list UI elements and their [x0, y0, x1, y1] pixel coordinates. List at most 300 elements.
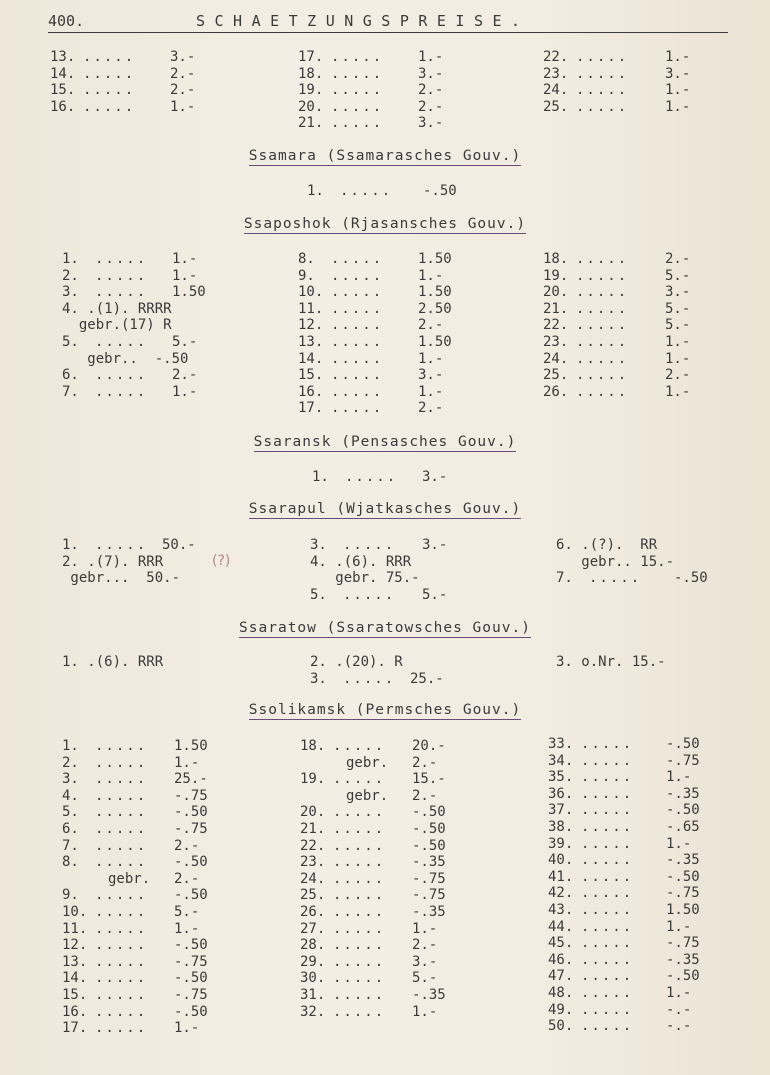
entry-number: 1.	[62, 537, 79, 553]
entry-number: 12.	[62, 937, 88, 954]
entry-number: 27.	[300, 920, 326, 937]
entry-text: gebr. 75.-	[310, 570, 420, 587]
section-title-ssarapul: Ssarapul (Wjatkasches Gouv.)	[248, 501, 522, 517]
entry-price: 5.-	[422, 586, 448, 603]
leader-dots: .....	[333, 820, 386, 837]
leader-dots: .....	[581, 852, 634, 869]
entry-price: 2.-	[412, 787, 438, 804]
entry-number: 26.	[300, 903, 326, 920]
entry-price: 3.-	[665, 284, 691, 301]
entry-price: 3.-	[418, 115, 444, 132]
leader-dots: .....	[581, 901, 634, 918]
page-number: 400.	[48, 12, 85, 30]
leader-dots: .....	[576, 251, 629, 267]
leader-dots: .....	[331, 350, 384, 367]
entry-number: 10.	[298, 284, 324, 301]
entry-text: 3. o.Nr. 15.-	[556, 654, 666, 670]
leader-dots: .....	[95, 903, 148, 920]
entry-price: 1.-	[665, 383, 691, 400]
entry-price: 1.-	[412, 920, 438, 937]
entry-price: 2.50	[418, 300, 452, 317]
entry-text: gebr.. 15.-	[556, 553, 675, 570]
entry-number: 32.	[300, 1003, 326, 1020]
leader-dots: .....	[95, 1020, 148, 1037]
entry-number: 13.	[62, 953, 88, 970]
leader-dots: .....	[333, 986, 386, 1003]
section-title-ssaransk: Ssaransk (Pensasches Gouv.)	[253, 434, 517, 450]
leader-dots: .....	[95, 820, 148, 837]
leader-dots: .....	[331, 367, 384, 384]
entry-number: 19.	[543, 267, 569, 284]
leader-dots: .....	[581, 736, 634, 752]
leader-dots: .....	[333, 837, 386, 854]
entry-price: 1.-	[172, 251, 198, 267]
leader-dots: .....	[331, 333, 384, 350]
entry-number: 20.	[543, 284, 569, 301]
entry-number: 38.	[548, 818, 574, 835]
entry-price: 2.-	[170, 82, 196, 99]
entry-price: 1.-	[170, 98, 196, 115]
leader-dots: .....	[345, 469, 398, 485]
entry-price: 3.-	[422, 469, 448, 485]
entry-price: 2.-	[665, 251, 691, 267]
entry-text: 2. .(7). RRR	[62, 553, 164, 570]
entry-number: 9.	[62, 887, 79, 904]
leader-dots: .....	[581, 818, 634, 835]
entry-price: 1.-	[665, 82, 691, 99]
entry-price: -.35	[412, 854, 446, 871]
entry-number: 5.	[62, 804, 79, 821]
entry-number: 21.	[298, 115, 324, 132]
entry-price: 3.-	[665, 65, 691, 82]
entry-number: 25.	[543, 367, 569, 384]
entry-number: 16.	[62, 1003, 88, 1020]
entry-price: 2.-	[174, 870, 200, 887]
entry-price: 5.-	[665, 300, 691, 317]
entry-price: 15.-	[412, 771, 446, 788]
leader-dots: .....	[331, 284, 384, 301]
entry-price: -.50	[666, 868, 700, 885]
entry-number: 28.	[300, 937, 326, 954]
entry-number: 12.	[298, 317, 324, 334]
entry-number: 3.	[62, 284, 79, 301]
entry-price: 1.-	[665, 350, 691, 367]
leader-dots: .....	[95, 251, 148, 267]
leader-dots: .....	[95, 284, 148, 301]
entry-number: 11.	[62, 920, 88, 937]
leader-dots: .....	[576, 383, 629, 400]
entry-number: 1.	[312, 469, 329, 485]
entry-text: gebr.(17) R	[62, 317, 172, 334]
section-title-ssaposhok: Ssaposhok (Rjasansches Gouv.)	[243, 216, 527, 232]
entry-number: 14.	[50, 65, 76, 82]
entry-number: 15.	[298, 367, 324, 384]
leader-dots: .....	[83, 49, 136, 65]
entry-text: gebr.. -.50	[62, 350, 189, 367]
leader-dots: .....	[95, 1003, 148, 1020]
entry-number: 31.	[300, 986, 326, 1003]
entry-price: 1.-	[665, 98, 691, 115]
entry-price: -.50	[412, 837, 446, 854]
entry-number: 3.	[62, 771, 79, 788]
leader-dots: .....	[333, 854, 386, 871]
leader-dots: .....	[95, 787, 148, 804]
entry-price: 1.50	[174, 738, 208, 754]
entry-number: 49.	[548, 1001, 574, 1018]
entry-price: -.75	[412, 887, 446, 904]
entry-price: 1.-	[174, 920, 200, 937]
entry-number: 47.	[548, 968, 574, 985]
leader-dots: .....	[95, 837, 148, 854]
entry-price: 2.-	[665, 367, 691, 384]
leader-dots: .....	[333, 903, 386, 920]
leader-dots: .....	[576, 98, 629, 115]
leader-dots: .....	[581, 835, 634, 852]
entry-number: 7.	[556, 570, 573, 587]
leader-dots: .....	[333, 920, 386, 937]
entry-price: 2.-	[418, 98, 444, 115]
entry-number: 33.	[548, 736, 574, 752]
entry-number: 48.	[548, 984, 574, 1001]
entry-price: 2.-	[412, 754, 438, 771]
leader-dots: .....	[95, 754, 148, 771]
section-title-ssamara: Ssamara (Ssamarasches Gouv.)	[248, 148, 522, 164]
entry-price: -.50	[174, 937, 208, 954]
entry-number: 24.	[543, 82, 569, 99]
leader-dots: .....	[331, 115, 384, 132]
section-title-ssaratow: Ssaratow (Ssaratowsches Gouv.)	[239, 620, 531, 636]
entry-number: 20.	[298, 98, 324, 115]
leader-dots: .....	[95, 804, 148, 821]
entry-text: 2. .(20). R	[310, 654, 403, 670]
entry-number: 15.	[62, 986, 88, 1003]
leader-dots: .....	[331, 400, 384, 417]
entry-price: -.50	[174, 804, 208, 821]
entry-number: 23.	[543, 333, 569, 350]
entry-number: 29.	[300, 953, 326, 970]
leader-dots: .....	[331, 267, 384, 284]
entry-number: 34.	[548, 752, 574, 769]
leader-dots: .....	[95, 537, 148, 553]
leader-dots: .....	[331, 49, 384, 65]
leader-dots: .....	[581, 1001, 634, 1018]
leader-dots: .....	[95, 854, 148, 871]
leader-dots: .....	[95, 937, 148, 954]
entry-price: -.75	[666, 935, 700, 952]
entry-number: 21.	[300, 820, 326, 837]
leader-dots: .....	[331, 65, 384, 82]
entry-number: 13.	[50, 49, 76, 65]
entry-number: 40.	[548, 852, 574, 869]
entry-price: -.-	[666, 1018, 692, 1035]
leader-dots: .....	[581, 868, 634, 885]
leader-dots: .....	[95, 367, 148, 384]
entry-number: 44.	[548, 918, 574, 935]
entry-number: 3.	[310, 537, 327, 553]
entry-number: 1.	[62, 251, 79, 267]
leader-dots: .....	[343, 670, 396, 687]
leader-dots: .....	[581, 951, 634, 968]
leader-dots: .....	[343, 537, 396, 553]
entry-number: 37.	[548, 802, 574, 819]
entry-number: 21.	[543, 300, 569, 317]
entry-price: -.35	[666, 951, 700, 968]
leader-dots: .....	[333, 970, 386, 987]
leader-dots: .....	[331, 251, 384, 267]
entry-price: 3.-	[170, 49, 196, 65]
entry-price: 1.-	[172, 383, 198, 400]
leader-dots: .....	[576, 367, 629, 384]
entry-number: 24.	[543, 350, 569, 367]
entry-price: 1.50	[418, 251, 452, 267]
entry-number: 6.	[62, 367, 79, 384]
entry-price: 25.-	[410, 670, 444, 687]
entry-number: 16.	[50, 98, 76, 115]
entry-number: 42.	[548, 885, 574, 902]
entry-price: 5.-	[172, 333, 198, 350]
entry-number: 11.	[298, 300, 324, 317]
entry-number: 46.	[548, 951, 574, 968]
entry-text: 4. .(6). RRR	[310, 553, 412, 570]
entry-price: -.50	[412, 820, 446, 837]
leader-dots: .....	[95, 970, 148, 987]
leader-dots: .....	[95, 953, 148, 970]
entry-price: 1.-	[418, 267, 444, 284]
entry-price: -.75	[174, 787, 208, 804]
handwritten-question-annotation: (?)	[212, 553, 231, 569]
leader-dots: .....	[576, 284, 629, 301]
leader-dots: .....	[331, 98, 384, 115]
entry-price: 1.-	[418, 383, 444, 400]
section-title-ssolikamsk: Ssolikamsk (Permsches Gouv.)	[248, 702, 522, 718]
entry-price: 20.-	[412, 738, 446, 754]
entry-number: 19.	[298, 82, 324, 99]
entry-price: -.50	[666, 802, 700, 819]
entry-price: 1.-	[666, 835, 692, 852]
entry-text: 4. .(1). RRRR	[62, 300, 172, 317]
leader-dots: .....	[576, 49, 629, 65]
leader-dots: .....	[333, 870, 386, 887]
entry-number: 17.	[298, 49, 324, 65]
entry-price: -.75	[412, 870, 446, 887]
entry-number: 43.	[548, 901, 574, 918]
entry-number: 4.	[62, 787, 79, 804]
entry-number: 15.	[50, 82, 76, 99]
entry-price: -.35	[666, 852, 700, 869]
entry-price: 1.-	[418, 49, 444, 65]
entry-price: 5.-	[174, 903, 200, 920]
entry-number: 17.	[298, 400, 324, 417]
entry-price: -.75	[174, 986, 208, 1003]
page-title: SCHAETZUNGSPREISE.	[196, 12, 530, 30]
entry-price: -.75	[666, 752, 700, 769]
entry-price: 3.-	[412, 953, 438, 970]
entry-number: 36.	[548, 785, 574, 802]
entry-price: 1.-	[174, 754, 200, 771]
entry-price: -.50	[423, 183, 457, 199]
entry-price: 2.-	[418, 317, 444, 334]
leader-dots: .....	[331, 300, 384, 317]
leader-dots: .....	[95, 333, 148, 350]
entry-number: 17.	[62, 1020, 88, 1037]
entry-price: 1.-	[666, 769, 692, 786]
leader-dots: .....	[589, 570, 642, 587]
entry-price: -.65	[666, 818, 700, 835]
leader-dots: .....	[331, 82, 384, 99]
entry-price: -.35	[666, 785, 700, 802]
entry-number: 1.	[62, 738, 79, 754]
entry-price: 1.50	[418, 333, 452, 350]
entry-price: 5.-	[665, 267, 691, 284]
entry-number: 2.	[62, 267, 79, 284]
entry-text: 6. .(?). RR	[556, 537, 658, 553]
entry-price: 1.-	[665, 333, 691, 350]
entry-price: -.50	[666, 968, 700, 985]
entry-number: 45.	[548, 935, 574, 952]
entry-text: 1. .(6). RRR	[62, 654, 164, 670]
entry-number: 23.	[543, 65, 569, 82]
entry-price: 2.-	[174, 837, 200, 854]
leader-dots: .....	[340, 183, 393, 199]
entry-price: 1.-	[172, 267, 198, 284]
entry-price: 3.-	[418, 367, 444, 384]
entry-number: 18.	[298, 65, 324, 82]
leader-dots: .....	[95, 383, 148, 400]
entry-note: gebr.	[346, 787, 389, 804]
entry-note: gebr.	[108, 870, 151, 887]
entry-price: -.50	[666, 736, 700, 752]
leader-dots: .....	[95, 887, 148, 904]
entry-price: 1.-	[412, 1003, 438, 1020]
entry-price: 1.-	[418, 350, 444, 367]
leader-dots: .....	[581, 752, 634, 769]
entry-number: 39.	[548, 835, 574, 852]
entry-price: -.50	[174, 1003, 208, 1020]
entry-number: 1.	[307, 183, 324, 199]
entry-price: 5.-	[665, 317, 691, 334]
entry-number: 24.	[300, 870, 326, 887]
leader-dots: .....	[581, 1018, 634, 1035]
leader-dots: .....	[581, 769, 634, 786]
entry-price: 1.50	[666, 901, 700, 918]
entry-number: 14.	[298, 350, 324, 367]
entry-price: 2.-	[418, 400, 444, 417]
entry-number: 16.	[298, 383, 324, 400]
leader-dots: .....	[581, 918, 634, 935]
entry-price: 1.-	[174, 1020, 200, 1037]
entry-price: -.35	[412, 903, 446, 920]
entry-price: -.75	[174, 953, 208, 970]
entry-number: 25.	[300, 887, 326, 904]
entry-price: 1.50	[172, 284, 206, 301]
page-header	[48, 8, 728, 33]
entry-number: 35.	[548, 769, 574, 786]
entry-price: 25.-	[174, 771, 208, 788]
entry-price: 5.-	[412, 970, 438, 987]
entry-price: -.50	[174, 970, 208, 987]
leader-dots: .....	[576, 300, 629, 317]
leader-dots: .....	[333, 771, 386, 788]
entry-price: 1.-	[666, 918, 692, 935]
entry-note: gebr.	[346, 754, 389, 771]
entry-number: 50.	[548, 1018, 574, 1035]
entry-number: 8.	[62, 854, 79, 871]
entry-number: 14.	[62, 970, 88, 987]
entry-number: 18.	[543, 251, 569, 267]
entry-price: -.50	[174, 854, 208, 871]
leader-dots: .....	[95, 771, 148, 788]
leader-dots: .....	[95, 738, 148, 754]
entry-text: gebr... 50.-	[62, 570, 181, 587]
leader-dots: .....	[333, 937, 386, 954]
leader-dots: .....	[333, 1003, 386, 1020]
leader-dots: .....	[343, 586, 396, 603]
entry-number: 22.	[300, 837, 326, 854]
leader-dots: .....	[576, 267, 629, 284]
entry-number: 22.	[543, 317, 569, 334]
leader-dots: .....	[331, 317, 384, 334]
entry-number: 26.	[543, 383, 569, 400]
leader-dots: .....	[95, 920, 148, 937]
entry-number: 6.	[62, 820, 79, 837]
entry-number: 10.	[62, 903, 88, 920]
entry-number: 41.	[548, 868, 574, 885]
leader-dots: .....	[576, 317, 629, 334]
entry-price: 1.50	[418, 284, 452, 301]
entry-price: 2.-	[412, 937, 438, 954]
leader-dots: .....	[83, 82, 136, 99]
leader-dots: .....	[83, 65, 136, 82]
entry-number: 9.	[298, 267, 315, 284]
leader-dots: .....	[576, 350, 629, 367]
leader-dots: .....	[581, 885, 634, 902]
entry-number: 3.	[310, 670, 327, 687]
entry-price: -.50	[174, 887, 208, 904]
leader-dots: .....	[581, 935, 634, 952]
entry-number: 5.	[62, 333, 79, 350]
leader-dots: .....	[331, 383, 384, 400]
leader-dots: .....	[581, 785, 634, 802]
entry-number: 19.	[300, 771, 326, 788]
leader-dots: .....	[333, 953, 386, 970]
entry-price: 3.-	[422, 537, 448, 553]
entry-price: -.50	[674, 570, 708, 587]
entry-number: 20.	[300, 804, 326, 821]
leader-dots: .....	[576, 82, 629, 99]
entry-number: 30.	[300, 970, 326, 987]
entry-price: 2.-	[170, 65, 196, 82]
entry-number: 22.	[543, 49, 569, 65]
entry-number: 7.	[62, 837, 79, 854]
entry-number: 7.	[62, 383, 79, 400]
entry-number: 23.	[300, 854, 326, 871]
entry-price: -.75	[666, 885, 700, 902]
leader-dots: .....	[581, 984, 634, 1001]
leader-dots: .....	[576, 333, 629, 350]
leader-dots: .....	[333, 887, 386, 904]
entry-price: 1.-	[665, 49, 691, 65]
leader-dots: .....	[581, 968, 634, 985]
entry-price: 2.-	[418, 82, 444, 99]
entry-price: 50.-	[162, 537, 196, 553]
entry-price: 2.-	[172, 367, 198, 384]
entry-number: 13.	[298, 333, 324, 350]
entry-number: 2.	[62, 754, 79, 771]
leader-dots: .....	[333, 738, 386, 754]
entry-number: 18.	[300, 738, 326, 754]
leader-dots: .....	[83, 98, 136, 115]
leader-dots: .....	[333, 804, 386, 821]
